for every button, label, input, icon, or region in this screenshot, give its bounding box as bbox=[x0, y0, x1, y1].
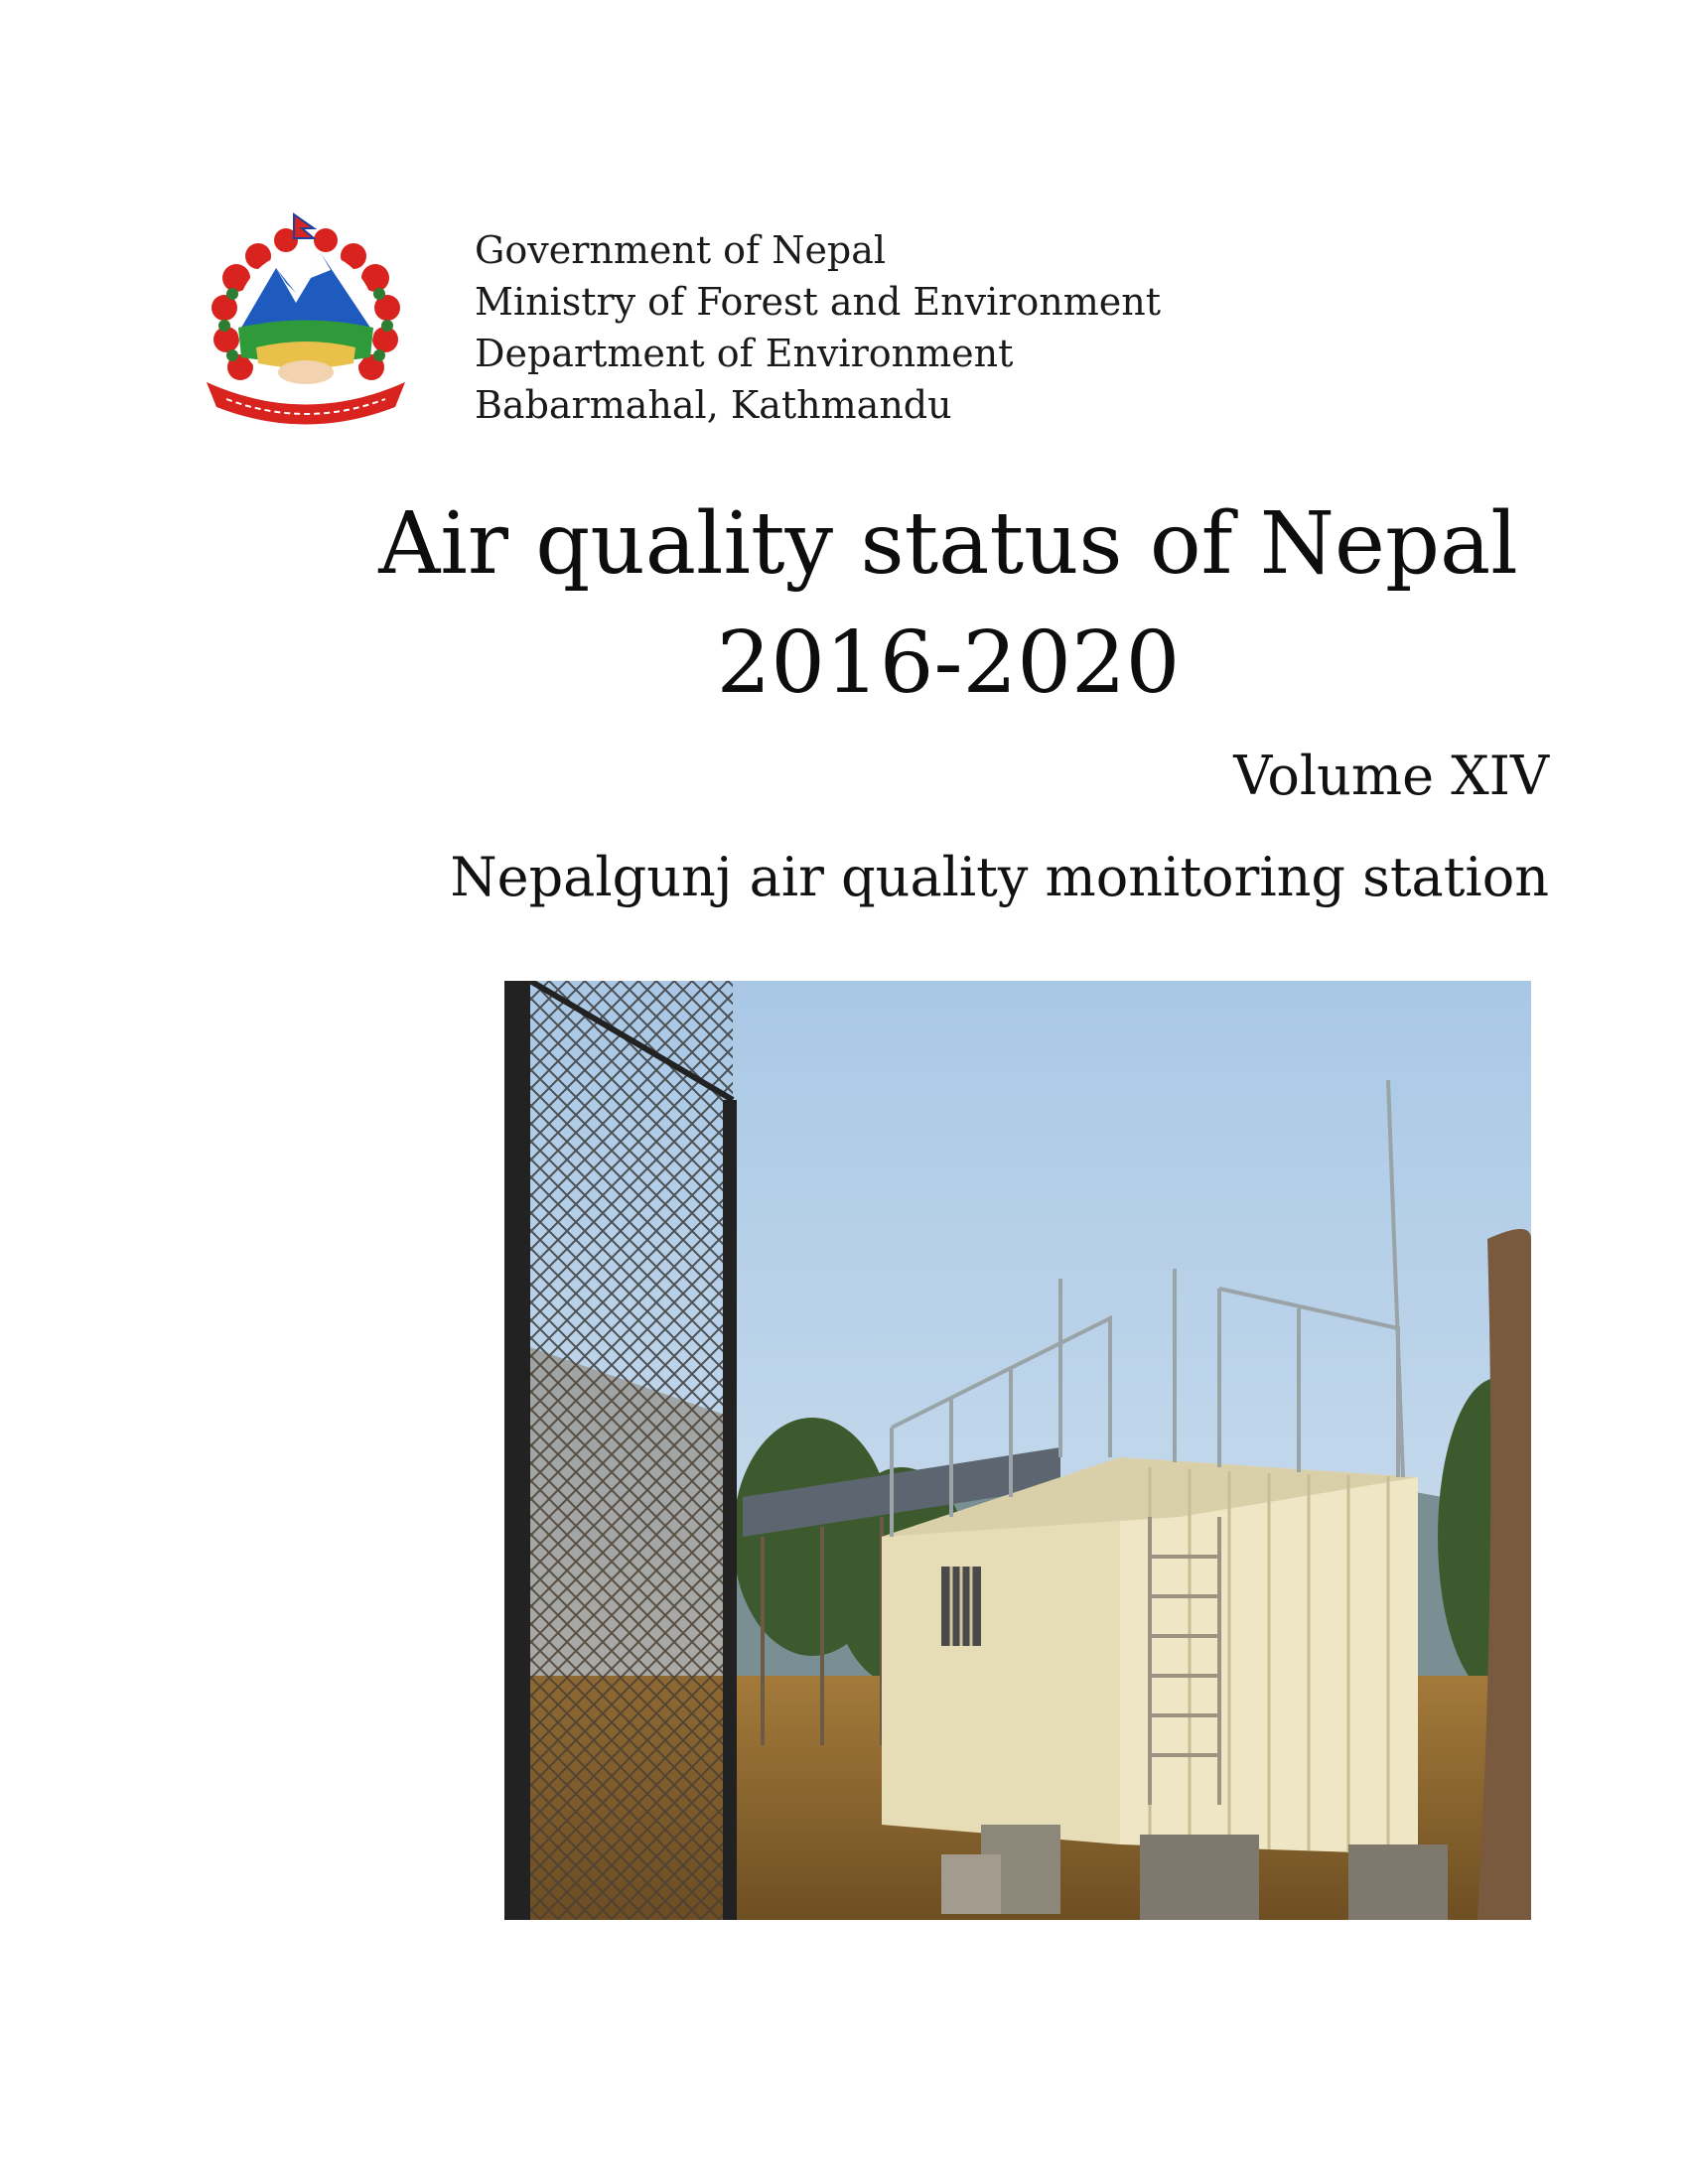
document-title bbox=[0, 484, 1688, 723]
volume-label: Volume XIV bbox=[1233, 745, 1549, 807]
header-line-ministry: Ministry of Forest and Environment bbox=[475, 280, 1162, 324]
header-line-address: Babarmahal, Kathmandu bbox=[475, 383, 952, 427]
issuing-authority bbox=[475, 224, 1161, 431]
title-line-2: 2016-2020 bbox=[716, 614, 1181, 713]
monitoring-station-photo bbox=[504, 981, 1531, 1920]
nepal-government-emblem-icon bbox=[197, 208, 415, 427]
header-line-department: Department of Environment bbox=[475, 332, 1014, 375]
station-subtitle: Nepalgunj air quality monitoring station bbox=[450, 846, 1549, 908]
header-line-government: Government of Nepal bbox=[475, 228, 887, 272]
title-line-1: Air quality status of Nepal bbox=[378, 494, 1518, 594]
